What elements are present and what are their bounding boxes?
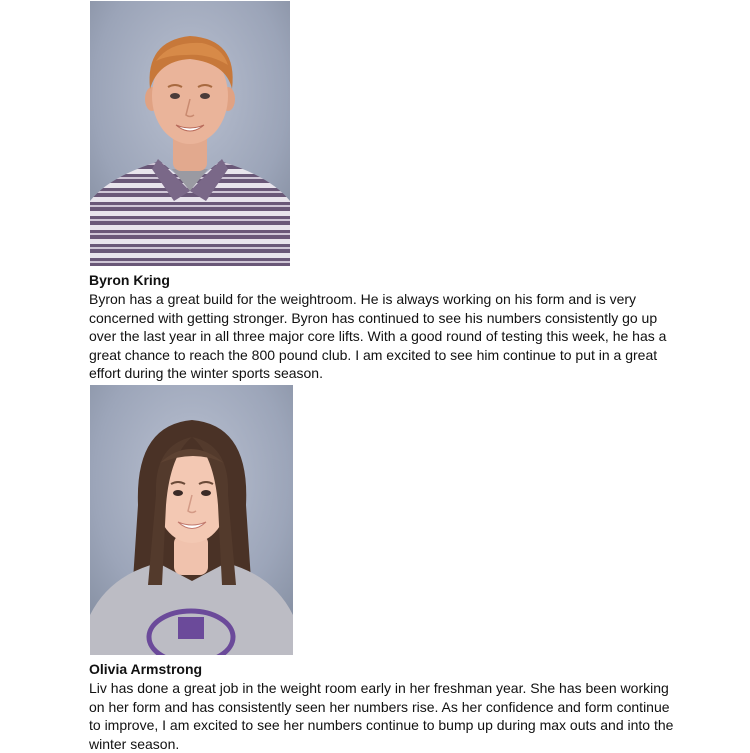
- bio-line: concerned with getting stronger. Byron has continued to see his numbers consistently go up: [89, 309, 658, 326]
- bio-line: Byron has a great build for the weightroom. He is always working on his form and is very: [89, 291, 637, 307]
- profile-bio: [89, 290, 667, 383]
- profile-name: Olivia Armstrong: [89, 661, 203, 677]
- bio-line: to improve, I am excited to see her numbers continue to bump up during max outs and into the: [89, 717, 674, 734]
- portrait-girl-icon: [90, 385, 293, 655]
- bio-line: effort during the winter sports season.: [89, 365, 323, 382]
- bio-line: winter season.: [89, 735, 180, 752]
- profile-name: Byron Kring: [89, 272, 170, 288]
- olivia-armstrong-photo: [90, 385, 293, 655]
- bio-line: great chance to reach the 800 pound club. I am excited to see him continue to put in a great: [89, 346, 658, 363]
- byron-kring-photo: [90, 1, 290, 266]
- bio-line: over the last year in all three major core lifts. With a good round of testing this week, he has a: [89, 328, 667, 345]
- profile-bio: [89, 679, 674, 753]
- portrait-boy-icon: [90, 1, 290, 266]
- bio-line: on her form and has consistently seen her numbers rise. As her confidence and form continue: [89, 698, 670, 715]
- bio-line: Liv has done a great job in the weight room early in her freshman year. She has been working: [89, 680, 669, 696]
